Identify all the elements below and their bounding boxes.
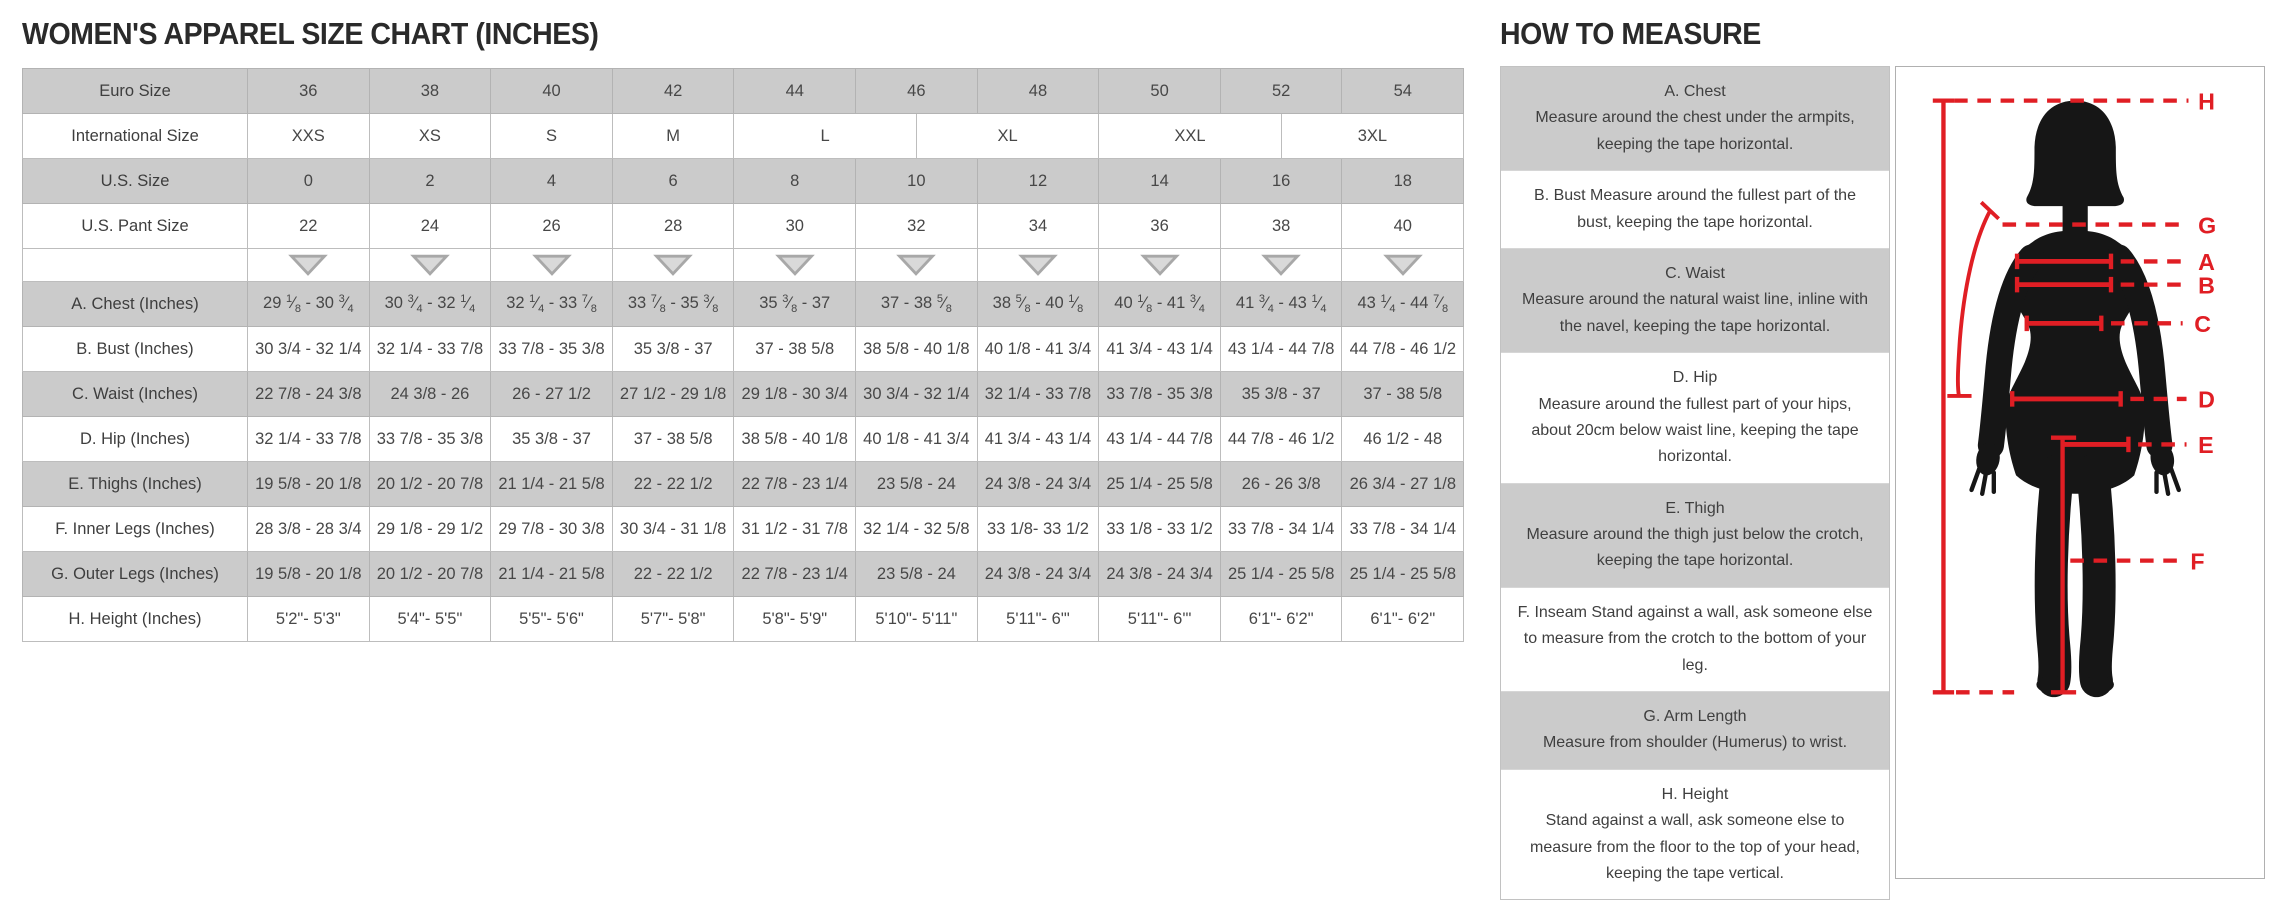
measure-item-bust xyxy=(1501,171,1889,249)
table-row-chest xyxy=(23,282,1464,327)
size-value-cell: 32 1/4 - 33 7/8 xyxy=(369,327,491,372)
size-arrow-cell xyxy=(734,249,856,282)
size-value-cell: 40 xyxy=(1342,204,1464,249)
measure-item-arm-length xyxy=(1501,692,1889,770)
size-arrow-cell xyxy=(248,249,370,282)
size-value-cell: M xyxy=(612,114,734,159)
size-value-cell: 37 - 38 5/8 xyxy=(612,417,734,462)
size-value-cell: 29 $^1⁄_8 - 30$ $^3⁄_4$ xyxy=(248,282,370,327)
table-row-size-arrows xyxy=(23,249,1464,282)
size-value-cell: 23 5/8 - 24 xyxy=(856,552,978,597)
size-value-cell: XS xyxy=(369,114,491,159)
size-value-cell: 32 1/4 - 32 5/8 xyxy=(856,507,978,552)
size-value-cell: 5'11"- 6'" xyxy=(1099,597,1221,642)
size-value-cell: 0 xyxy=(248,159,370,204)
size-value-cell: 37 - 38 5/8 xyxy=(1342,372,1464,417)
size-value-cell: 22 7/8 - 23 1/4 xyxy=(734,462,856,507)
size-value-cell: 44 xyxy=(734,69,856,114)
label-E: E xyxy=(2198,432,2214,459)
size-value-cell: 23 5/8 - 24 xyxy=(856,462,978,507)
label-B: B xyxy=(2198,272,2215,299)
size-value-cell: 6'1"- 6'2" xyxy=(1342,597,1464,642)
down-triangle-icon xyxy=(652,254,694,276)
size-value-cell: 24 3/8 - 24 3/4 xyxy=(977,552,1099,597)
size-value-cell: 42 xyxy=(612,69,734,114)
size-value-cell: 33 7/8 - 34 1/4 xyxy=(1342,507,1464,552)
size-value-cell: 32 1/4 - 33 7/8 xyxy=(248,417,370,462)
size-value-cell: 38 xyxy=(369,69,491,114)
size-value-cell: 2 xyxy=(369,159,491,204)
size-value-cell: 40 1/8 - 41 3/4 xyxy=(856,417,978,462)
row-label-hip: D. Hip (Inches) xyxy=(23,417,248,462)
label-G: G xyxy=(2198,212,2217,239)
down-triangle-icon xyxy=(895,254,937,276)
table-row-outer-legs xyxy=(23,552,1464,597)
measure-item-waist xyxy=(1501,249,1889,353)
size-value-cell: 32 $^1⁄_4 - 33$ $^7⁄_8$ xyxy=(491,282,613,327)
label-F: F xyxy=(2190,548,2205,575)
measurement-labels xyxy=(2190,88,2216,574)
down-triangle-icon xyxy=(409,254,451,276)
size-value-cell: 40 $^1⁄_8 - 41$ $^3⁄_4$ xyxy=(1099,282,1221,327)
size-value-cell: 50 xyxy=(1099,69,1221,114)
size-value-cell: 31 1/2 - 31 7/8 xyxy=(734,507,856,552)
size-value-cell: L xyxy=(734,114,916,159)
size-value-cell: 29 7/8 - 30 3/8 xyxy=(491,507,613,552)
size-value-cell: 52 xyxy=(1220,69,1342,114)
size-value-cell: 44 7/8 - 46 1/2 xyxy=(1342,327,1464,372)
size-value-cell: 38 5/8 - 40 1/8 xyxy=(856,327,978,372)
size-value-cell: 30 xyxy=(734,204,856,249)
size-value-cell: 28 3/8 - 28 3/4 xyxy=(248,507,370,552)
size-value-cell: 25 1/4 - 25 5/8 xyxy=(1342,552,1464,597)
size-value-cell: 35 3/8 - 37 xyxy=(491,417,613,462)
size-value-cell: 30 3/4 - 31 1/8 xyxy=(612,507,734,552)
measure-item-title: C. Waist xyxy=(1665,264,1725,282)
measure-item-body: Stand against a wall, ask someone else to measure from the floor to the top of your head, keeping the tape vertical. xyxy=(1530,812,1860,882)
size-arrow-cell xyxy=(1220,249,1342,282)
size-value-cell: 54 xyxy=(1342,69,1464,114)
measure-item-body: F. Inseam Stand against a wall, ask someone else to measure from the crotch to the bottom of your leg. xyxy=(1517,603,1873,674)
row-label-us-size: U.S. Size xyxy=(23,159,248,204)
down-triangle-icon xyxy=(1017,254,1059,276)
size-value-cell: 5'11"- 6'" xyxy=(977,597,1099,642)
size-value-cell: 43 $^1⁄_4 - 44$ $^7⁄_8$ xyxy=(1342,282,1464,327)
size-value-cell: 4 xyxy=(491,159,613,204)
size-value-cell: 19 5/8 - 20 1/8 xyxy=(248,552,370,597)
size-value-cell: 44 7/8 - 46 1/2 xyxy=(1220,417,1342,462)
size-value-cell: 29 1/8 - 30 3/4 xyxy=(734,372,856,417)
table-row-euro-size xyxy=(23,69,1464,114)
size-value-cell: 35 3/8 - 37 xyxy=(612,327,734,372)
size-value-cell: 22 7/8 - 23 1/4 xyxy=(734,552,856,597)
size-value-cell: 46 1/2 - 48 xyxy=(1342,417,1464,462)
measure-item-body: Measure around the chest under the armpits, keeping the tape horizontal. xyxy=(1535,109,1855,153)
size-arrow-cell xyxy=(977,249,1099,282)
size-value-cell: 25 1/4 - 25 5/8 xyxy=(1220,552,1342,597)
size-value-cell: 38 xyxy=(1220,204,1342,249)
size-value-cell: 6'1"- 6'2" xyxy=(1220,597,1342,642)
size-arrow-cell xyxy=(1099,249,1221,282)
row-label-chest: A. Chest (Inches) xyxy=(23,282,248,327)
size-value-cell: 5'10"- 5'11" xyxy=(856,597,978,642)
size-value-cell: 33 $^7⁄_8 - 35$ $^3⁄_8$ xyxy=(612,282,734,327)
row-label-outer-legs: G. Outer Legs (Inches) xyxy=(23,552,248,597)
size-value-cell: 5'8"- 5'9" xyxy=(734,597,856,642)
row-label-height: H. Height (Inches) xyxy=(23,597,248,642)
down-triangle-icon xyxy=(1260,254,1302,276)
size-value-cell: 32 xyxy=(856,204,978,249)
size-value-cell: 41 3/4 - 43 1/4 xyxy=(977,417,1099,462)
measure-item-title: G. Arm Length xyxy=(1643,708,1747,726)
size-value-cell: 33 7/8 - 35 3/8 xyxy=(369,417,491,462)
size-value-cell: 37 - 38 5/8 xyxy=(734,327,856,372)
measure-item-body: Measure around the natural waist line, inline with the navel, keeping the tape horizontal. xyxy=(1522,291,1868,335)
size-value-cell: 26 3/4 - 27 1/8 xyxy=(1342,462,1464,507)
size-value-cell: 41 $^3⁄_4 - 43$ $^1⁄_4$ xyxy=(1220,282,1342,327)
size-value-cell: 22 - 22 1/2 xyxy=(612,462,734,507)
size-value-cell: XXL xyxy=(1099,114,1281,159)
size-value-cell: 48 xyxy=(977,69,1099,114)
size-value-cell: 30 $^3⁄_4 - 32$ $^1⁄_4$ xyxy=(369,282,491,327)
size-value-cell: 24 xyxy=(369,204,491,249)
size-value-cell: 35 3/8 - 37 xyxy=(1220,372,1342,417)
size-value-cell: 24 3/8 - 24 3/4 xyxy=(1099,552,1221,597)
size-value-cell: 41 3/4 - 43 1/4 xyxy=(1099,327,1221,372)
size-value-cell: 33 7/8 - 35 3/8 xyxy=(1099,372,1221,417)
measure-item-title: E. Thigh xyxy=(1665,499,1725,517)
down-triangle-icon xyxy=(774,254,816,276)
measure-item-title: H. Height xyxy=(1661,785,1729,803)
size-value-cell: 40 1/8 - 41 3/4 xyxy=(977,327,1099,372)
size-value-cell: 12 xyxy=(977,159,1099,204)
measure-item-body: Measure from shoulder (Humerus) to wrist. xyxy=(1542,734,1848,752)
size-value-cell: 22 xyxy=(248,204,370,249)
size-arrow-cell xyxy=(612,249,734,282)
size-value-cell: 35 $^3⁄_8 - 37$ xyxy=(734,282,856,327)
down-triangle-icon xyxy=(287,254,329,276)
size-arrow-cell xyxy=(369,249,491,282)
size-value-cell: 38 $^5⁄_8 - 40$ $^1⁄_8$ xyxy=(977,282,1099,327)
size-value-cell: 33 1/8- 33 1/2 xyxy=(977,507,1099,552)
row-label-inner-legs: F. Inner Legs (Inches) xyxy=(23,507,248,552)
measure-item-title: A. Chest xyxy=(1664,83,1726,100)
size-value-cell: 26 - 26 3/8 xyxy=(1220,462,1342,507)
size-value-cell: 29 1/8 - 29 1/2 xyxy=(369,507,491,552)
size-value-cell: 46 xyxy=(856,69,978,114)
label-D: D xyxy=(2198,386,2215,413)
size-value-cell: 37 - 38 $^5⁄_8$ xyxy=(856,282,978,327)
size-arrow-cell xyxy=(491,249,613,282)
row-label-international-size: International Size xyxy=(23,114,248,159)
size-value-cell: 10 xyxy=(856,159,978,204)
size-value-cell: 21 1/4 - 21 5/8 xyxy=(491,552,613,597)
size-chart-title: WOMEN'S APPAREL SIZE CHART (INCHES) xyxy=(22,16,599,51)
down-triangle-icon xyxy=(531,254,573,276)
measure-item-hip xyxy=(1501,353,1889,484)
size-value-cell: 26 - 27 1/2 xyxy=(491,372,613,417)
measure-guide-panel xyxy=(1500,66,1890,900)
size-value-cell: 21 1/4 - 21 5/8 xyxy=(491,462,613,507)
size-value-cell: 16 xyxy=(1220,159,1342,204)
size-value-cell: 25 1/4 - 25 5/8 xyxy=(1099,462,1221,507)
table-row-us-pant-size xyxy=(23,204,1464,249)
measure-item-inseam xyxy=(1501,588,1889,692)
label-H: H xyxy=(2198,88,2215,115)
size-value-cell: 20 1/2 - 20 7/8 xyxy=(369,552,491,597)
size-value-cell: 30 3/4 - 32 1/4 xyxy=(248,327,370,372)
size-value-cell: 40 xyxy=(491,69,613,114)
measure-item-body: B. Bust Measure around the fullest part of the bust, keeping the tape horizontal. xyxy=(1534,187,1856,231)
size-value-cell: 43 1/4 - 44 7/8 xyxy=(1099,417,1221,462)
measure-item-body: Measure around the thigh just below the crotch, keeping the tape horizontal. xyxy=(1526,526,1864,570)
size-value-cell: 19 5/8 - 20 1/8 xyxy=(248,462,370,507)
size-value-cell: 38 5/8 - 40 1/8 xyxy=(734,417,856,462)
size-value-cell: 27 1/2 - 29 1/8 xyxy=(612,372,734,417)
size-value-cell: 14 xyxy=(1099,159,1221,204)
table-row-inner-legs xyxy=(23,507,1464,552)
row-label-waist: C. Waist (Inches) xyxy=(23,372,248,417)
measure-item-chest xyxy=(1501,67,1889,171)
size-value-cell: 24 3/8 - 26 xyxy=(369,372,491,417)
size-value-cell: 5'5"- 5'6" xyxy=(491,597,613,642)
size-value-cell: 5'2"- 5'3" xyxy=(248,597,370,642)
table-row-waist xyxy=(23,372,1464,417)
size-value-cell: 34 xyxy=(977,204,1099,249)
size-value-cell: 22 - 22 1/2 xyxy=(612,552,734,597)
size-value-cell: 6 xyxy=(612,159,734,204)
woman-silhouette-diagram xyxy=(1896,67,2264,878)
size-value-cell: 28 xyxy=(612,204,734,249)
size-value-cell: 5'7"- 5'8" xyxy=(612,597,734,642)
row-label-size-arrows xyxy=(23,249,248,282)
size-arrow-cell xyxy=(1342,249,1464,282)
table-row-bust xyxy=(23,327,1464,372)
table-row-height xyxy=(23,597,1464,642)
size-value-cell: 36 xyxy=(1099,204,1221,249)
size-value-cell: 24 3/8 - 24 3/4 xyxy=(977,462,1099,507)
size-value-cell: 36 xyxy=(248,69,370,114)
down-triangle-icon xyxy=(1382,254,1424,276)
row-label-us-pant-size: U.S. Pant Size xyxy=(23,204,248,249)
row-label-bust: B. Bust (Inches) xyxy=(23,327,248,372)
size-arrow-cell xyxy=(856,249,978,282)
size-value-cell: 32 1/4 - 33 7/8 xyxy=(977,372,1099,417)
size-value-cell: 22 7/8 - 24 3/8 xyxy=(248,372,370,417)
row-label-euro-size: Euro Size xyxy=(23,69,248,114)
size-value-cell: 20 1/2 - 20 7/8 xyxy=(369,462,491,507)
measure-item-thigh xyxy=(1501,484,1889,588)
label-A: A xyxy=(2198,249,2215,276)
size-chart-table xyxy=(22,68,1464,642)
measurement-figure xyxy=(1895,66,2265,879)
size-value-cell: 33 7/8 - 34 1/4 xyxy=(1220,507,1342,552)
measure-item-height xyxy=(1501,770,1889,900)
table-row-thighs xyxy=(23,462,1464,507)
size-value-cell: 33 1/8 - 33 1/2 xyxy=(1099,507,1221,552)
label-C: C xyxy=(2194,311,2212,338)
size-value-cell: 8 xyxy=(734,159,856,204)
size-value-cell: S xyxy=(491,114,613,159)
measure-item-title: D. Hip xyxy=(1672,369,1718,387)
table-row-us-size xyxy=(23,159,1464,204)
down-triangle-icon xyxy=(1139,254,1181,276)
size-table-body xyxy=(23,69,1464,642)
table-row-international-size xyxy=(23,114,1464,159)
size-value-cell: 30 3/4 - 32 1/4 xyxy=(856,372,978,417)
size-value-cell: 3XL xyxy=(1281,114,1463,159)
size-value-cell: 5'4"- 5'5" xyxy=(369,597,491,642)
measure-item-body: Measure around the fullest part of your hips, about 20cm below waist line, keeping the tape horizontal. xyxy=(1531,395,1859,466)
how-to-measure-title: HOW TO MEASURE xyxy=(1500,16,1761,51)
size-value-cell: 26 xyxy=(491,204,613,249)
size-value-cell: 18 xyxy=(1342,159,1464,204)
row-label-thighs: E. Thighs (Inches) xyxy=(23,462,248,507)
size-value-cell: 33 7/8 - 35 3/8 xyxy=(491,327,613,372)
size-value-cell: XL xyxy=(916,114,1098,159)
size-value-cell: 43 1/4 - 44 7/8 xyxy=(1220,327,1342,372)
table-row-hip xyxy=(23,417,1464,462)
size-value-cell: XXS xyxy=(248,114,370,159)
